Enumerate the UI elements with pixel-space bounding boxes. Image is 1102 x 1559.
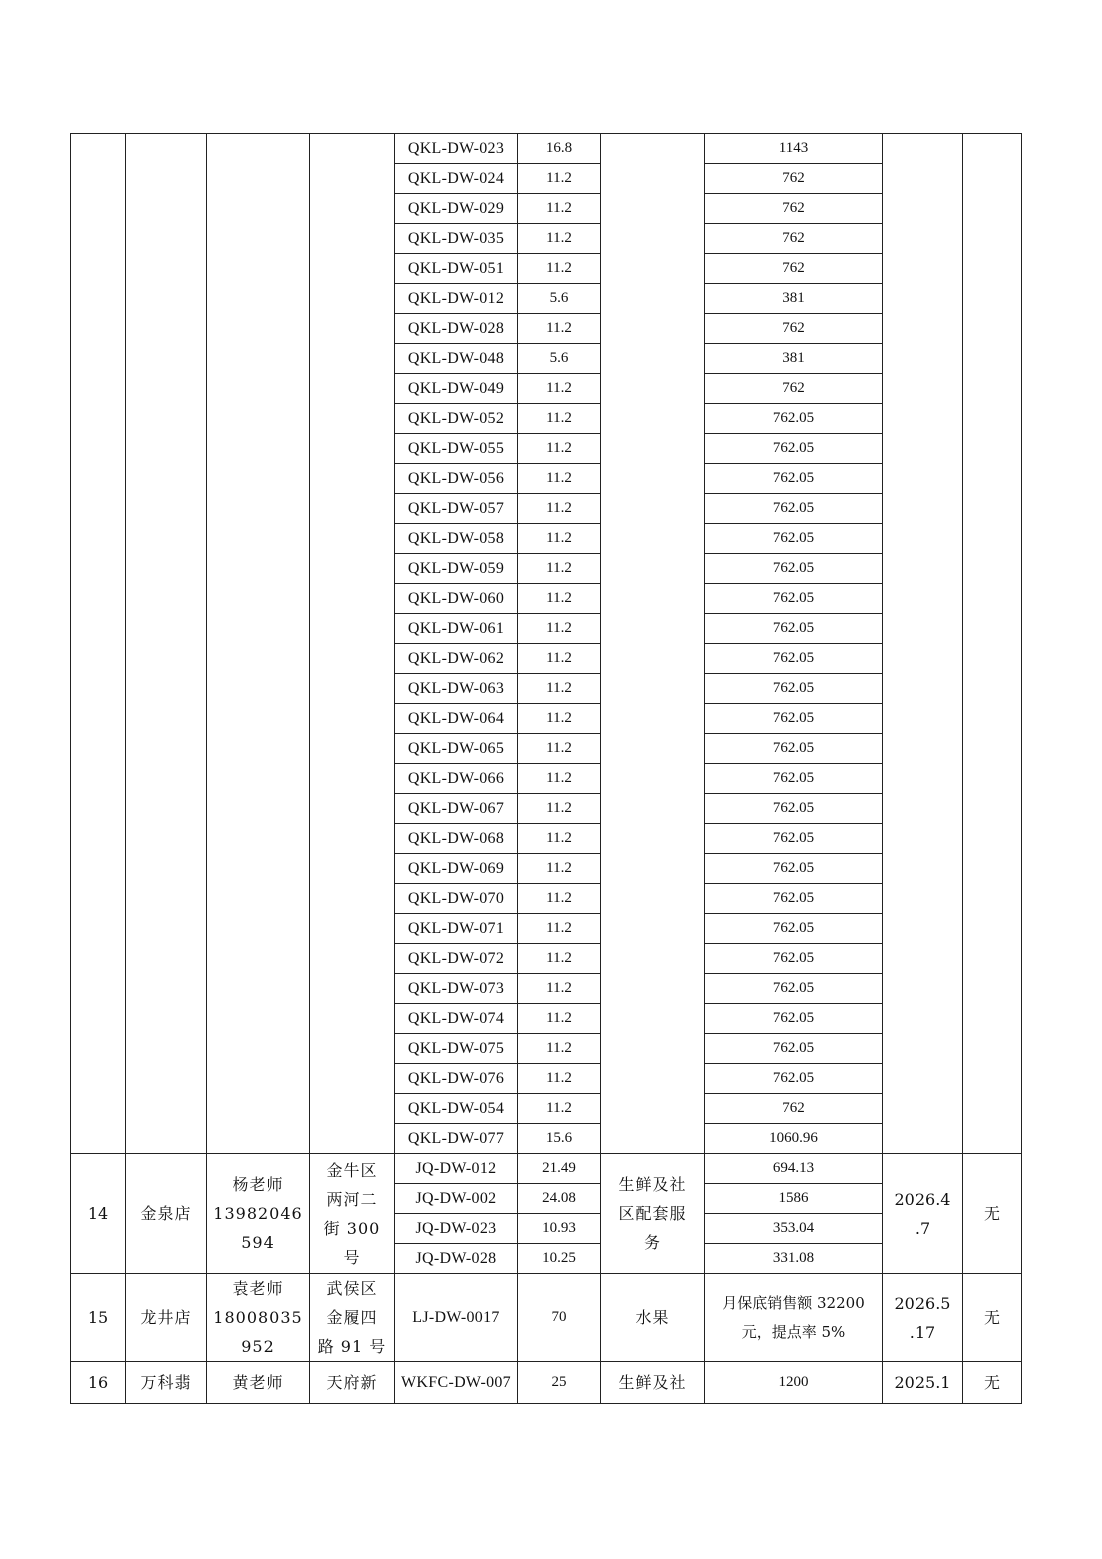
date-cell-line: 2026.5 — [894, 1293, 951, 1313]
contact-cell — [207, 1274, 310, 1362]
usage-cell: 水果 — [601, 1274, 705, 1362]
unit-area: 11.2 — [518, 1064, 601, 1094]
unit-code: QKL-DW-058 — [395, 524, 518, 554]
unit-rent: 762 — [705, 254, 883, 284]
unit-code: LJ-DW-0017 — [395, 1274, 518, 1362]
contact-cell-line: 13982046 — [213, 1204, 303, 1223]
unit-code: QKL-DW-056 — [395, 464, 518, 494]
contact-cell-line: 594 — [241, 1233, 275, 1252]
address-cell-line: 号 — [343, 1247, 361, 1267]
unit-code: QKL-DW-024 — [395, 164, 518, 194]
unit-area: 11.2 — [518, 674, 601, 704]
unit-code: QKL-DW-076 — [395, 1064, 518, 1094]
unit-rent: 331.08 — [705, 1244, 883, 1274]
address-cell-line: 武侯区 — [326, 1279, 378, 1298]
unit-rent: 762.05 — [705, 944, 883, 974]
unit-code: QKL-DW-071 — [395, 914, 518, 944]
unit-area: 15.6 — [518, 1124, 601, 1154]
unit-code: QKL-DW-012 — [395, 284, 518, 314]
unit-code: QKL-DW-070 — [395, 884, 518, 914]
unit-rent: 762 — [705, 194, 883, 224]
unit-code: QKL-DW-064 — [395, 704, 518, 734]
unit-code: QKL-DW-023 — [395, 134, 518, 164]
unit-code: QKL-DW-074 — [395, 1004, 518, 1034]
unit-area: 5.6 — [518, 284, 601, 314]
unit-code: QKL-DW-051 — [395, 254, 518, 284]
unit-code: QKL-DW-065 — [395, 734, 518, 764]
unit-code: JQ-DW-012 — [395, 1154, 518, 1184]
unit-code: QKL-DW-048 — [395, 344, 518, 374]
unit-rent: 762.05 — [705, 1064, 883, 1094]
unit-area: 5.6 — [518, 344, 601, 374]
no-cell: 16 — [71, 1362, 126, 1404]
contact-cell-line: 952 — [241, 1337, 275, 1356]
no-cell: 14 — [71, 1154, 126, 1274]
unit-rent: 1060.96 — [705, 1124, 883, 1154]
unit-area: 70 — [518, 1274, 601, 1362]
address-cell-line: 两河二 — [326, 1189, 378, 1209]
no-cell — [71, 134, 126, 1154]
unit-area: 11.2 — [518, 824, 601, 854]
unit-code: QKL-DW-066 — [395, 764, 518, 794]
unit-code: JQ-DW-028 — [395, 1244, 518, 1274]
unit-area: 11.2 — [518, 374, 601, 404]
address-cell — [310, 1154, 395, 1274]
unit-area: 11.2 — [518, 644, 601, 674]
unit-rent: 1586 — [705, 1184, 883, 1214]
unit-rent: 762.05 — [705, 704, 883, 734]
unit-rent: 762.05 — [705, 854, 883, 884]
unit-code: QKL-DW-028 — [395, 314, 518, 344]
unit-code: QKL-DW-075 — [395, 1034, 518, 1064]
unit-rent: 762.05 — [705, 554, 883, 584]
table-row — [71, 1274, 1022, 1362]
usage-cell-line: 生鲜及社 — [618, 1175, 687, 1194]
address-cell — [310, 134, 395, 1154]
unit-area: 11.2 — [518, 404, 601, 434]
unit-area: 11.2 — [518, 614, 601, 644]
unit-code: QKL-DW-059 — [395, 554, 518, 584]
usage-cell: 生鲜及社 — [601, 1362, 705, 1404]
unit-code: QKL-DW-061 — [395, 614, 518, 644]
unit-area: 25 — [518, 1362, 601, 1404]
address-cell-line: 街 300 — [323, 1218, 381, 1238]
unit-area: 11.2 — [518, 1034, 601, 1064]
unit-area: 11.2 — [518, 194, 601, 224]
unit-area: 11.2 — [518, 734, 601, 764]
unit-code: QKL-DW-057 — [395, 494, 518, 524]
unit-rent: 762.05 — [705, 1004, 883, 1034]
unit-area: 11.2 — [518, 464, 601, 494]
unit-rent: 762.05 — [705, 584, 883, 614]
unit-code: QKL-DW-072 — [395, 944, 518, 974]
unit-area: 10.25 — [518, 1244, 601, 1274]
unit-code: QKL-DW-077 — [395, 1124, 518, 1154]
date-cell-line: .17 — [909, 1322, 936, 1342]
unit-rent-line: 元，提点率 5% — [741, 1322, 846, 1341]
unit-code: JQ-DW-002 — [395, 1184, 518, 1214]
date-cell — [883, 1274, 963, 1362]
unit-area: 10.93 — [518, 1214, 601, 1244]
address-cell-line: 路 91 号 — [317, 1337, 387, 1356]
unit-rent: 762.05 — [705, 824, 883, 854]
table-row — [71, 1154, 1022, 1184]
unit-area: 11.2 — [518, 794, 601, 824]
unit-code: QKL-DW-069 — [395, 854, 518, 884]
unit-code: QKL-DW-049 — [395, 374, 518, 404]
unit-rent: 762.05 — [705, 884, 883, 914]
unit-area: 11.2 — [518, 524, 601, 554]
address-cell-line: 金牛区 — [326, 1160, 378, 1180]
unit-rent: 762.05 — [705, 404, 883, 434]
contact-cell — [207, 1154, 310, 1274]
unit-area: 11.2 — [518, 494, 601, 524]
note-cell: 无 — [963, 1154, 1022, 1274]
unit-rent: 762.05 — [705, 1034, 883, 1064]
contact-cell-line: 杨老师 — [232, 1175, 284, 1194]
store-cell: 金泉店 — [126, 1154, 207, 1274]
unit-rent: 762 — [705, 374, 883, 404]
date-cell-line: .7 — [914, 1218, 931, 1238]
unit-rent — [705, 1274, 883, 1362]
table-row — [71, 1362, 1022, 1404]
unit-area: 11.2 — [518, 704, 601, 734]
unit-code: QKL-DW-052 — [395, 404, 518, 434]
usage-cell-line: 区配套服 — [618, 1204, 687, 1223]
unit-area: 11.2 — [518, 884, 601, 914]
store-cell — [126, 134, 207, 1154]
contact-cell-line: 袁老师 — [232, 1279, 284, 1298]
unit-rent: 762.05 — [705, 674, 883, 704]
unit-rent: 762.05 — [705, 914, 883, 944]
unit-area: 11.2 — [518, 584, 601, 614]
unit-rent: 762 — [705, 164, 883, 194]
unit-area: 11.2 — [518, 914, 601, 944]
unit-rent: 762.05 — [705, 524, 883, 554]
unit-area: 11.2 — [518, 974, 601, 1004]
date-cell — [883, 134, 963, 1154]
usage-cell — [601, 134, 705, 1154]
unit-area: 11.2 — [518, 1094, 601, 1124]
unit-code: QKL-DW-067 — [395, 794, 518, 824]
unit-area: 21.49 — [518, 1154, 601, 1184]
unit-rent: 762.05 — [705, 614, 883, 644]
unit-code: JQ-DW-023 — [395, 1214, 518, 1244]
note-cell: 无 — [963, 1274, 1022, 1362]
unit-rent: 1200 — [705, 1362, 883, 1404]
unit-code: QKL-DW-054 — [395, 1094, 518, 1124]
unit-code: QKL-DW-062 — [395, 644, 518, 674]
unit-rent: 762.05 — [705, 464, 883, 494]
unit-code: QKL-DW-073 — [395, 974, 518, 1004]
unit-area: 11.2 — [518, 314, 601, 344]
unit-rent: 762 — [705, 1094, 883, 1124]
no-cell: 15 — [71, 1274, 126, 1362]
store-cell: 万科翡 — [126, 1362, 207, 1404]
unit-area: 11.2 — [518, 164, 601, 194]
usage-cell-line: 务 — [643, 1233, 661, 1252]
unit-rent: 694.13 — [705, 1154, 883, 1184]
unit-area: 11.2 — [518, 254, 601, 284]
table-body — [71, 134, 1022, 1404]
unit-area: 11.2 — [518, 224, 601, 254]
address-cell: 天府新 — [310, 1362, 395, 1404]
usage-cell — [601, 1154, 705, 1274]
contact-cell — [207, 134, 310, 1154]
unit-area: 11.2 — [518, 944, 601, 974]
unit-rent: 762.05 — [705, 734, 883, 764]
unit-rent: 762.05 — [705, 434, 883, 464]
unit-rent: 762.05 — [705, 794, 883, 824]
store-cell: 龙井店 — [126, 1274, 207, 1362]
date-cell — [883, 1154, 963, 1274]
address-cell — [310, 1274, 395, 1362]
date-cell: 2025.1 — [883, 1362, 963, 1404]
unit-rent: 762.05 — [705, 764, 883, 794]
unit-code: QKL-DW-068 — [395, 824, 518, 854]
table-row — [71, 134, 1022, 164]
note-cell — [963, 134, 1022, 1154]
unit-rent: 353.04 — [705, 1214, 883, 1244]
unit-rent-line: 月保底销售额 32200 — [722, 1293, 865, 1312]
unit-rent: 762.05 — [705, 974, 883, 1004]
unit-code: QKL-DW-035 — [395, 224, 518, 254]
unit-area: 11.2 — [518, 1004, 601, 1034]
contact-cell-line: 18008035 — [213, 1308, 303, 1327]
unit-rent: 762.05 — [705, 494, 883, 524]
address-cell-line: 金履四 — [326, 1308, 378, 1327]
unit-code: QKL-DW-063 — [395, 674, 518, 704]
unit-area: 11.2 — [518, 854, 601, 884]
unit-code: QKL-DW-029 — [395, 194, 518, 224]
contact-cell: 黄老师 — [207, 1362, 310, 1404]
unit-rent: 762 — [705, 224, 883, 254]
unit-code: QKL-DW-060 — [395, 584, 518, 614]
note-cell: 无 — [963, 1362, 1022, 1404]
unit-rent: 381 — [705, 344, 883, 374]
unit-area: 11.2 — [518, 434, 601, 464]
unit-code: WKFC-DW-007 — [395, 1362, 518, 1404]
unit-area: 24.08 — [518, 1184, 601, 1214]
unit-code: QKL-DW-055 — [395, 434, 518, 464]
unit-area: 11.2 — [518, 554, 601, 584]
unit-rent: 1143 — [705, 134, 883, 164]
date-cell-line: 2026.4 — [894, 1189, 951, 1209]
unit-rent: 381 — [705, 284, 883, 314]
unit-rent: 762.05 — [705, 644, 883, 674]
unit-area: 16.8 — [518, 134, 601, 164]
unit-area: 11.2 — [518, 764, 601, 794]
rental-table — [70, 133, 1022, 1404]
unit-rent: 762 — [705, 314, 883, 344]
